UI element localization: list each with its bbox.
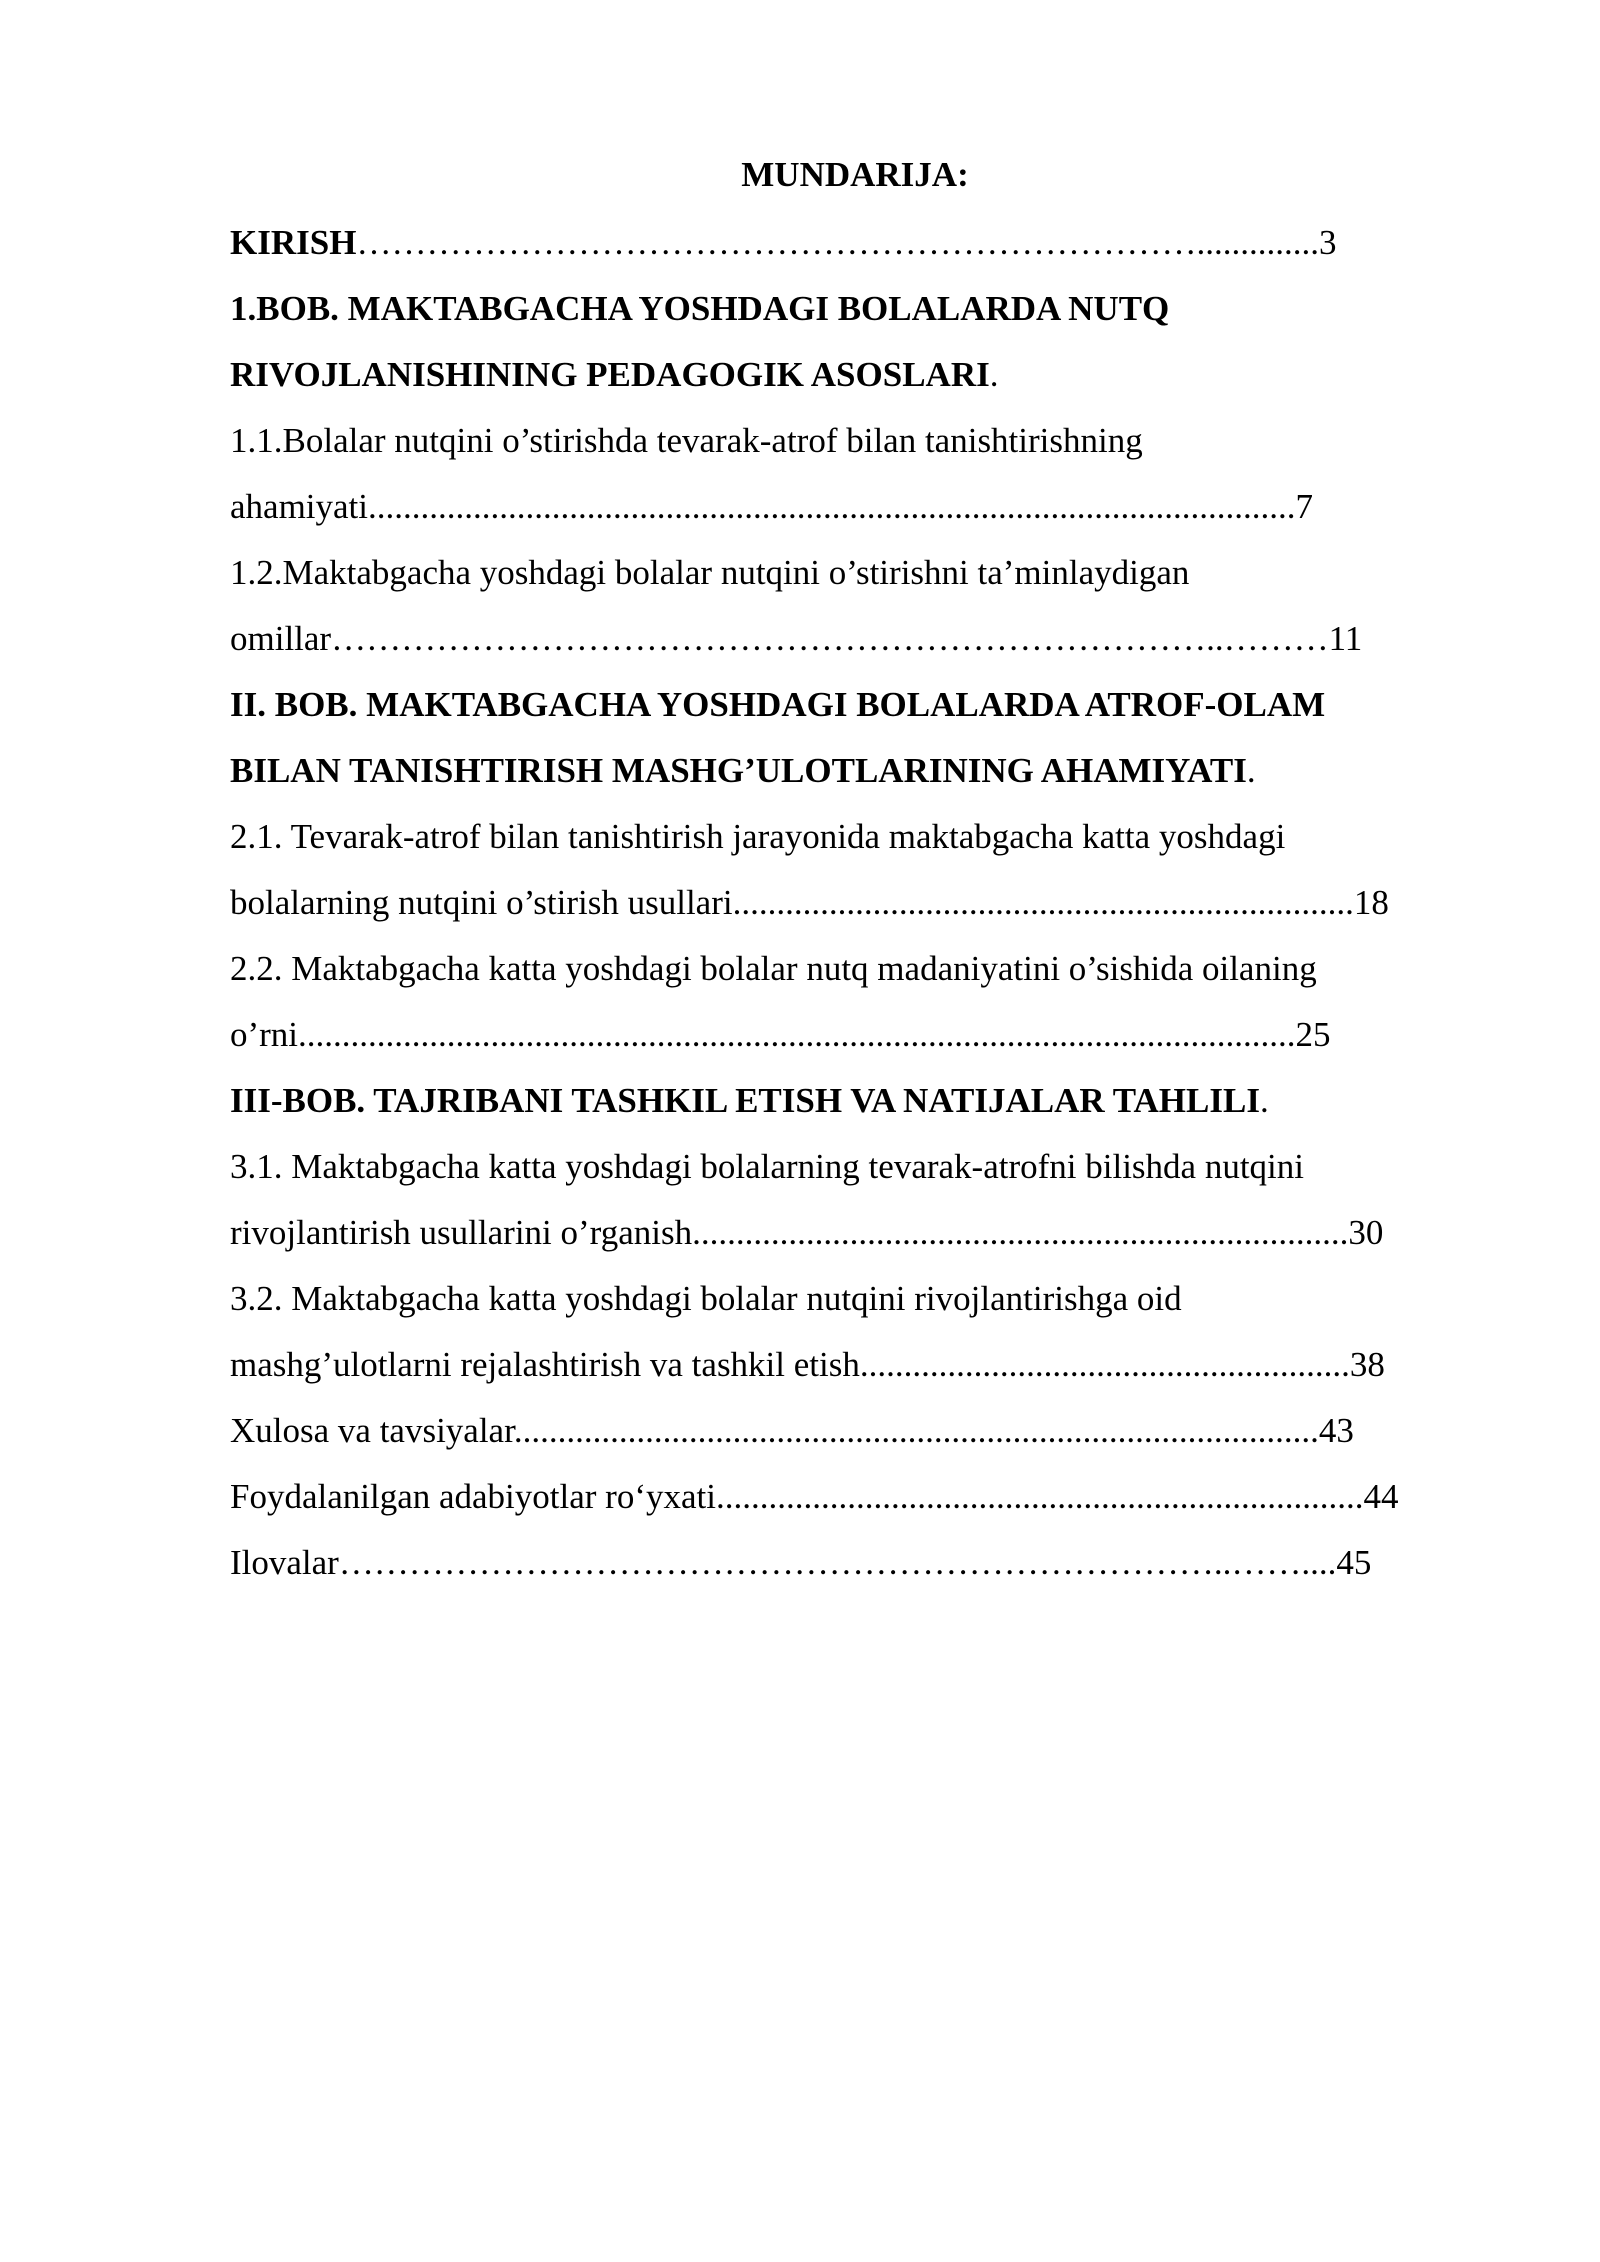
- toc-page-number: 30: [1348, 1213, 1384, 1252]
- toc-page-number: 25: [1295, 1015, 1331, 1054]
- toc-page-number: 38: [1349, 1345, 1385, 1384]
- toc-entry-text: Ilovalar: [230, 1543, 339, 1582]
- toc-leader-dots: ………………………………………………………………..............: [356, 223, 1319, 262]
- toc-entry-text: 2.2. Maktabgacha katta yoshdagi bolalar nutq madaniyatini o’sishida oilaning: [230, 949, 1317, 988]
- toc-entry-text: bolalarning nutqini o’stirish usullari: [230, 883, 733, 922]
- toc-section-3-2[interactable]: [230, 1266, 1490, 1332]
- toc-entry-text: Xulosa va tavsiyalar: [230, 1411, 514, 1450]
- toc-entry-text: 1.1.Bolalar nutqini o’stirishda tevarak-atrof bilan tanishtirishning: [230, 421, 1143, 460]
- toc-page-number: 43: [1318, 1411, 1354, 1450]
- toc-section-2-2[interactable]: [230, 936, 1490, 1002]
- toc-section-2-2-cont[interactable]: [230, 1002, 1490, 1068]
- toc-entry-text: KIRISH: [230, 223, 357, 262]
- toc-entry-text: II. BOB. MAKTABGACHA YOSHDAGI BOLALARDA ATROF-OLAM: [230, 685, 1326, 724]
- toc-leader-dots: ..........................................................................................................: [368, 487, 1296, 526]
- toc-entry-text: 3.2. Maktabgacha katta yoshdagi bolalar nutqini rivojlantirishga oid: [230, 1279, 1182, 1318]
- toc-entry-xulosa[interactable]: [230, 1398, 1490, 1464]
- toc-page-number: 18: [1353, 883, 1389, 922]
- toc-section-1-2-cont[interactable]: [230, 606, 1490, 672]
- toc-entry-ilovalar[interactable]: [230, 1530, 1490, 1596]
- toc-entry-text: RIVOJLANISHINING PEDAGOGIK ASOSLARI: [230, 355, 990, 394]
- toc-entry-text: III-BOB. TAJRIBANI TASHKIL ETISH VA NATIJALAR TAHLILI: [230, 1081, 1260, 1120]
- toc-section-3-1-cont[interactable]: [230, 1200, 1490, 1266]
- toc-entry-kirish[interactable]: [230, 210, 1490, 276]
- toc-section-2-1-cont[interactable]: [230, 870, 1490, 936]
- toc-entry-text: 2.1. Tevarak-atrof bilan tanishtirish jarayonida maktabgacha katta yoshdagi: [230, 817, 1286, 856]
- toc-chapter-3-heading[interactable]: [230, 1068, 1490, 1134]
- toc-chapter-1-heading-cont[interactable]: [230, 342, 1490, 408]
- toc-entry-text: BILAN TANISHTIRISH MASHG’ULOTLARINING AHAMIYATI: [230, 751, 1247, 790]
- toc-leader-dots: ...........................................................................: [692, 1213, 1349, 1252]
- toc-entry-text: 1.BOB. MAKTABGACHA YOSHDAGI BOLALARDA NUTQ: [230, 289, 1170, 328]
- toc-leader-dots: .......................................................................: [732, 883, 1354, 922]
- toc-section-1-2[interactable]: [230, 540, 1490, 606]
- toc-trail: .: [1259, 1081, 1269, 1120]
- toc-entry-text: 1.2.Maktabgacha yoshdagi bolalar nutqini o’stirishni ta’minlaydigan: [230, 553, 1190, 592]
- toc-leader-dots: ..................................................................................................................: [298, 1015, 1296, 1054]
- toc-page-number: 11: [1328, 619, 1363, 658]
- toc-leader-dots: ..........................................................................: [715, 1477, 1364, 1516]
- toc-chapter-2-heading-cont[interactable]: [230, 738, 1490, 804]
- toc-title: MUNDARIJA:: [741, 155, 969, 194]
- toc-page-number: 7: [1295, 487, 1314, 526]
- toc-section-3-1[interactable]: [230, 1134, 1490, 1200]
- toc-trail: .: [1246, 751, 1256, 790]
- toc-leader-dots: ........................................................: [859, 1345, 1350, 1384]
- toc-entry-text: 3.1. Maktabgacha katta yoshdagi bolalarning tevarak-atrofni bilishda nutqini: [230, 1147, 1304, 1186]
- toc-section-3-2-cont[interactable]: [230, 1332, 1490, 1398]
- toc-page-number: 3: [1318, 223, 1337, 262]
- toc-entry-text: ahamiyati: [230, 487, 369, 526]
- toc-leader-dots: …………………………………………………………………..………: [331, 619, 1329, 658]
- toc-section-1-1-cont[interactable]: [230, 474, 1490, 540]
- toc-entry-text: omillar: [230, 619, 332, 658]
- toc-chapter-2-heading[interactable]: [230, 672, 1490, 738]
- toc-entry-text: Foydalanilgan adabiyotlar ro‘yxati: [230, 1477, 716, 1516]
- toc-page-number: 44: [1363, 1477, 1399, 1516]
- table-of-contents: [230, 210, 1490, 1596]
- toc-trail: .: [989, 355, 999, 394]
- toc-leader-dots: …………………………………………………………………..……....: [338, 1543, 1337, 1582]
- toc-leader-dots: ............................................................................................: [513, 1411, 1319, 1450]
- toc-entry-text: mashg’ulotlarni rejalashtirish va tashkil etish: [230, 1345, 860, 1384]
- toc-chapter-1-heading[interactable]: [230, 276, 1490, 342]
- toc-entry-text: o’rni: [230, 1015, 299, 1054]
- toc-entry-text: rivojlantirish usullarini o’rganish: [230, 1213, 693, 1252]
- toc-entry-adabiyotlar[interactable]: [230, 1464, 1490, 1530]
- toc-section-1-1[interactable]: [230, 408, 1490, 474]
- toc-page-number: 45: [1336, 1543, 1372, 1582]
- toc-section-2-1[interactable]: [230, 804, 1490, 870]
